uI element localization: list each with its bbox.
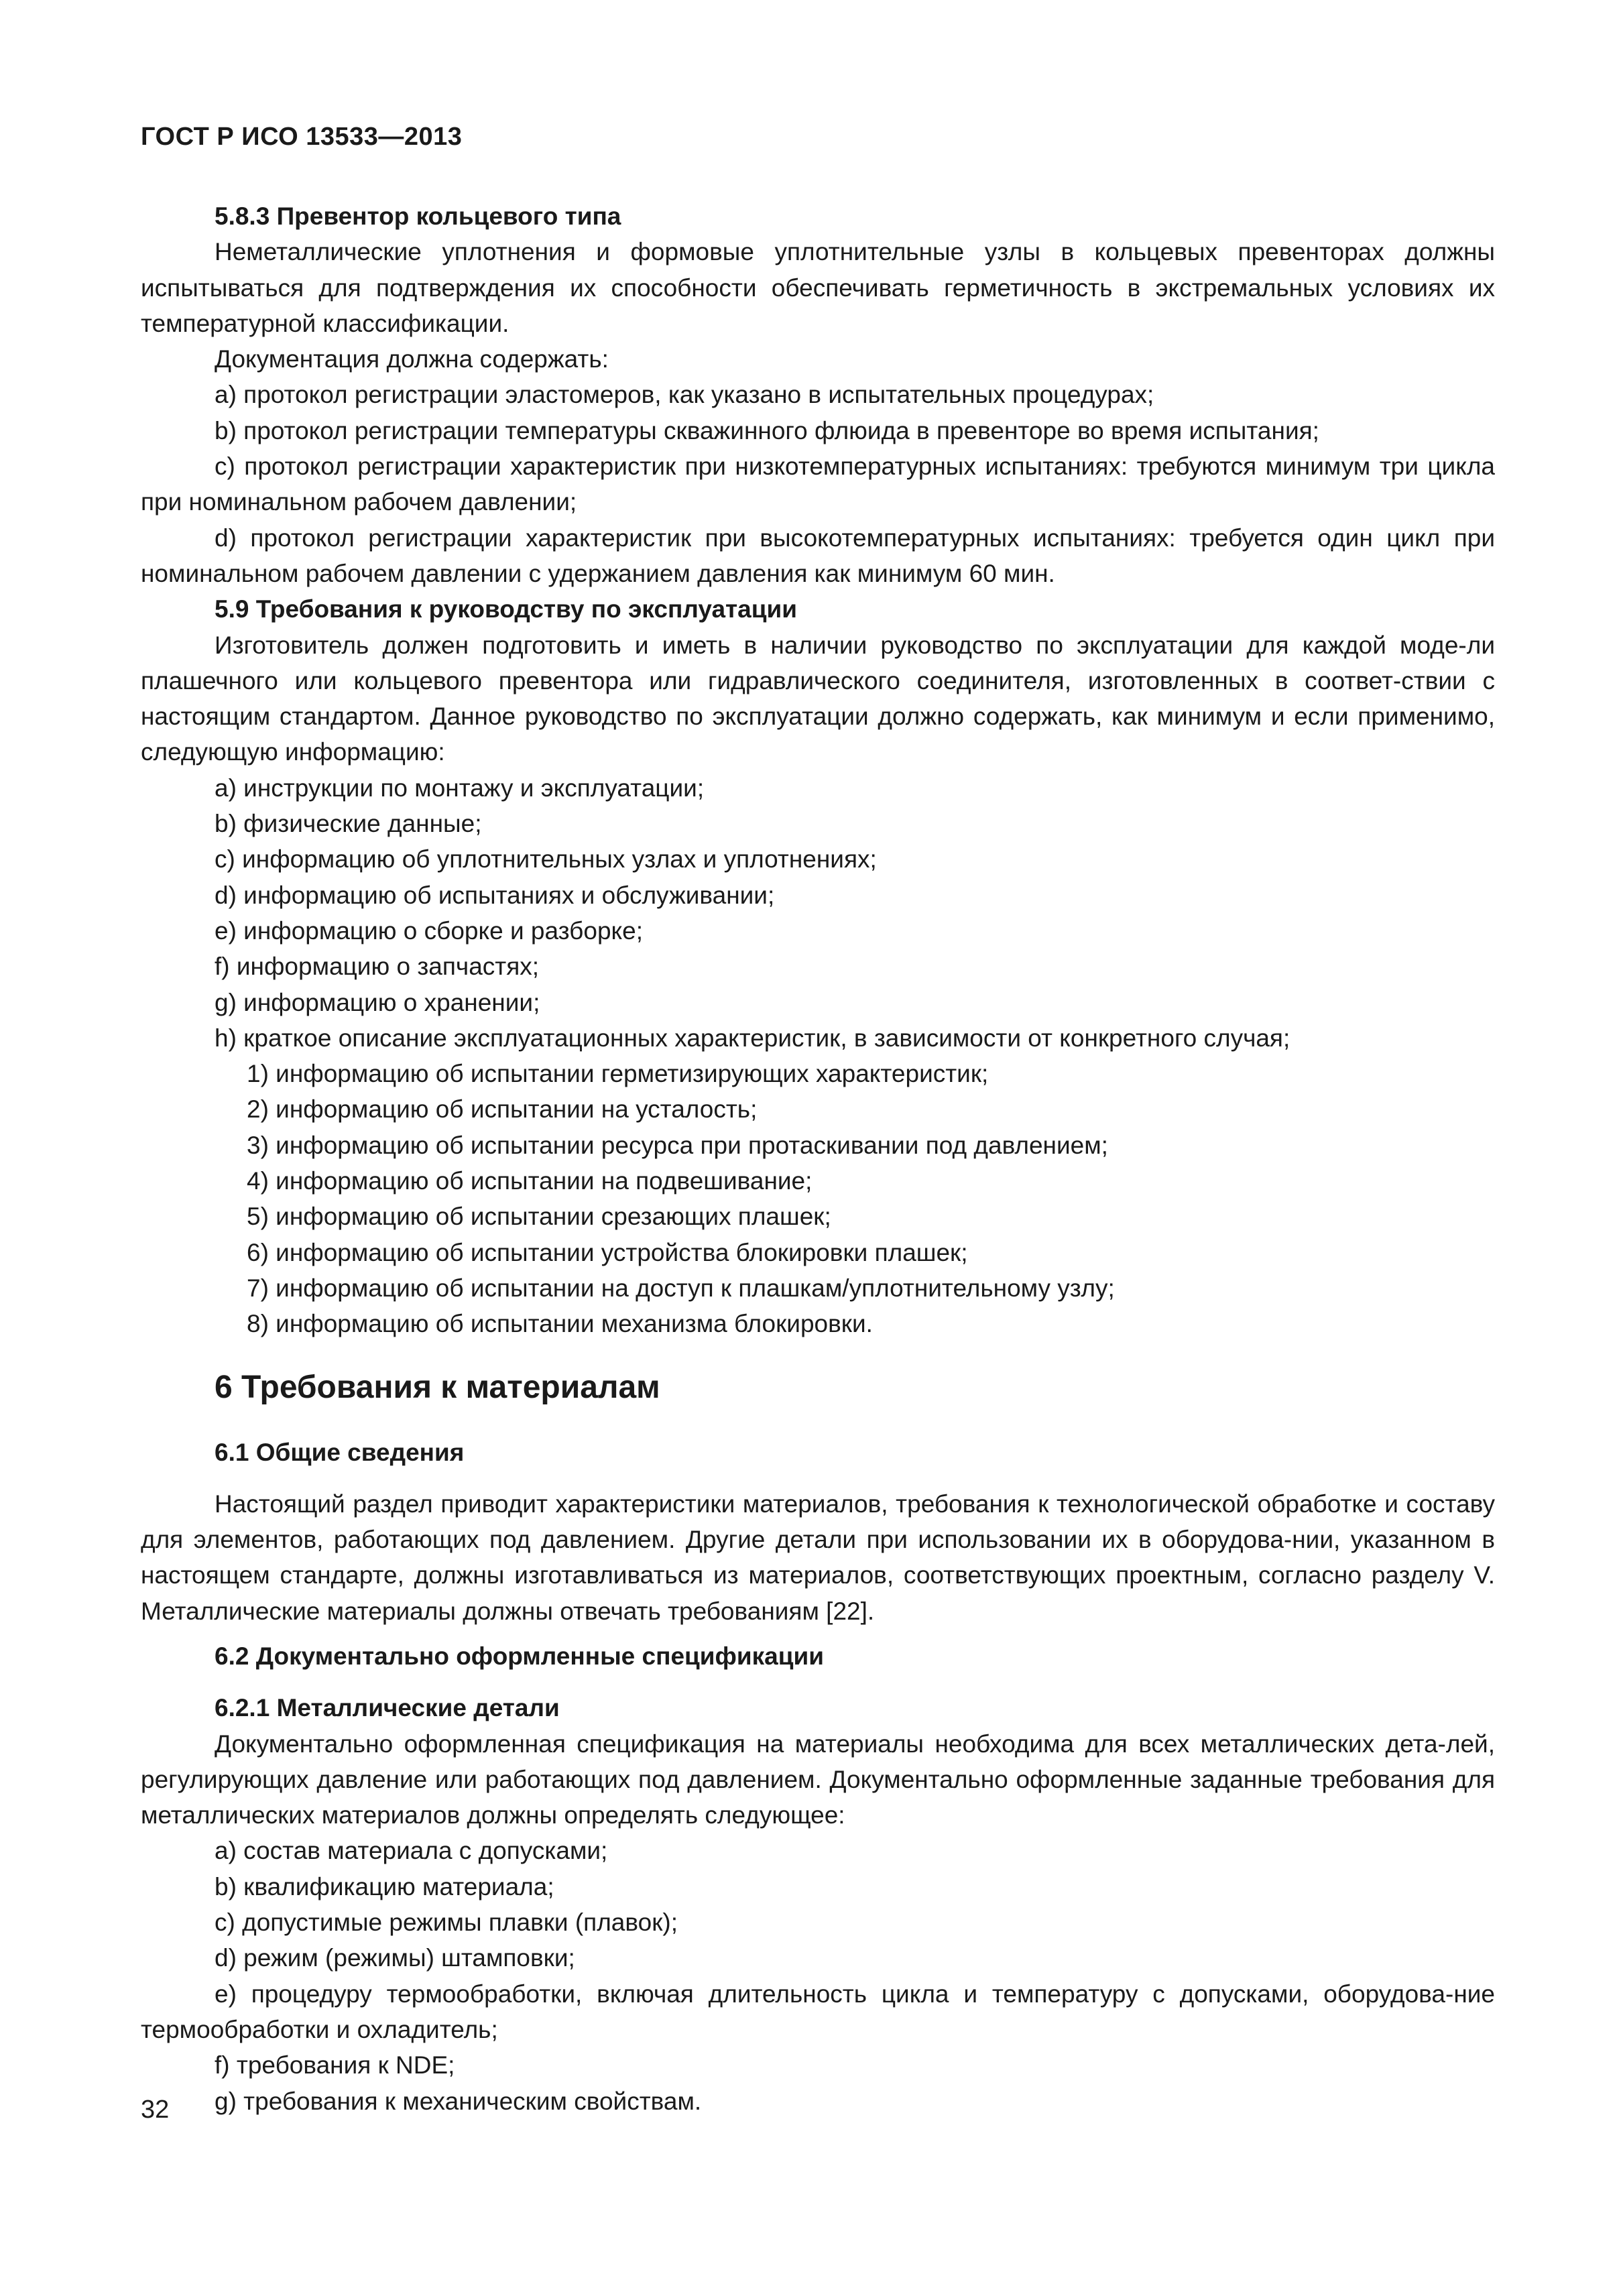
sub-list-item: 6) информацию об испытании устройства блокировки плашек; — [247, 1238, 968, 1266]
sub-list-item: 3) информацию об испытании ресурса при протаскивании под давлением; — [247, 1131, 1108, 1159]
list-item: d) режим (режимы) штамповки; — [215, 1944, 575, 1972]
sub-list-item: 5) информацию об испытании срезающих плашек; — [247, 1203, 831, 1231]
section-61-heading: 6.1 Общие сведения — [215, 1438, 465, 1466]
section-621-intro: Документально оформленная спецификация на материалы необходима для всех металлических дета-лей, регулирующих давление или работающих под давлением. Документально оформленные заданные требования для металлических материалов должны определять следующее: — [141, 1730, 1495, 1829]
list-item: a) состав материала с допусками; — [215, 1837, 608, 1865]
section-62-heading: 6.2 Документально оформленные спецификации — [215, 1642, 824, 1670]
list-item: e) информацию о сборке и разборке; — [215, 916, 643, 945]
list-item: b) протокол регистрации температуры скважинного флюида в превенторе во время испытания; — [215, 416, 1319, 444]
sub-list-item: 4) информацию об испытании на подвешивание; — [247, 1167, 813, 1195]
sub-list-item: 7) информацию об испытании на доступ к плашкам/уплотнительному узлу; — [247, 1274, 1115, 1302]
sub-list-item: 8) информацию об испытании механизма блокировки. — [247, 1310, 873, 1338]
section-583-intro: Неметаллические уплотнения и формовые уплотнительные узлы в кольцевых превенторах должны испытываться для подтверждения их способности обеспечивать герметичность в экстремальных условиях их температурной классификации. — [141, 238, 1495, 337]
list-item: f) информацию о запчастях; — [215, 953, 540, 981]
section-59-heading: 5.9 Требования к руководству по эксплуатации — [215, 595, 797, 623]
section-59-intro: Изготовитель должен подготовить и иметь в наличии руководство по эксплуатации для каждой моде-ли плашечного или кольцевого превентора или гидравлического соединителя, изготовленных в соответ-ствии с настоящим стандартом. Данное руководство по эксплуатации должно содержать, как минимум и если применимо, следующую информацию: — [141, 631, 1495, 766]
document-header: ГОСТ Р ИСО 13533—2013 — [141, 123, 463, 151]
section-621-heading: 6.2.1 Металлические детали — [215, 1694, 560, 1722]
list-item: d) информацию об испытаниях и обслуживании; — [215, 881, 775, 909]
sub-list-item: 2) информацию об испытании на усталость; — [247, 1095, 758, 1124]
list-item: c) протокол регистрации характеристик при низкотемпературных испытаниях: требуются минимум три цикла при номинальном рабочем давлении; — [141, 452, 1495, 516]
list-item: d) протокол регистрации характеристик при высокотемпературных испытаниях: требуется один цикл при номинальном рабочем давлении с удержанием давления как минимум 60 мин. — [141, 524, 1495, 587]
page-number: 32 — [141, 2096, 170, 2124]
list-item: a) протокол регистрации эластомеров, как указано в испытательных процедурах; — [215, 381, 1154, 409]
sub-list-item: 1) информацию об испытании герметизирующих характеристик; — [247, 1060, 989, 1088]
list-item: b) квалификацию материала; — [215, 1872, 554, 1900]
list-item: h) краткое описание эксплуатационных характеристик, в зависимости от конкретного случая; — [215, 1024, 1290, 1052]
list-item: c) информацию об уплотнительных узлах и уплотнениях; — [215, 845, 877, 873]
list-item: a) инструкции по монтажу и эксплуатации; — [215, 774, 705, 802]
section-61-text: Настоящий раздел приводит характеристики материалов, требования к технологической обработке и составу для элементов, работающих под давлением. Другие детали при использовании их в оборудова-нии, указанном в настоящем стандарте, должны изготавливаться из материалов, соответствующих проектным, согласно разделу V. Металлические материалы должны отвечать требованиям [22]. — [141, 1490, 1495, 1625]
list-item: b) физические данные; — [215, 810, 482, 838]
section-583-heading: 5.8.3 Превентор кольцевого типа — [215, 202, 621, 230]
section-583-doc-intro: Документация должна содержать: — [215, 345, 609, 373]
list-item: g) требования к механическим свойствам. — [215, 2087, 702, 2115]
list-item: e) процедуру термообработки, включая длительность цикла и температуру с допусками, оборудова-ние термообработки и охладитель; — [141, 1980, 1495, 2043]
list-item: f) требования к NDE; — [215, 2051, 455, 2079]
list-item: c) допустимые режимы плавки (плавок); — [215, 1909, 678, 1937]
list-item: g) информацию о хранении; — [215, 988, 540, 1016]
section-6-heading: 6 Требования к материалам — [215, 1369, 660, 1405]
document-body — [141, 198, 1495, 2119]
